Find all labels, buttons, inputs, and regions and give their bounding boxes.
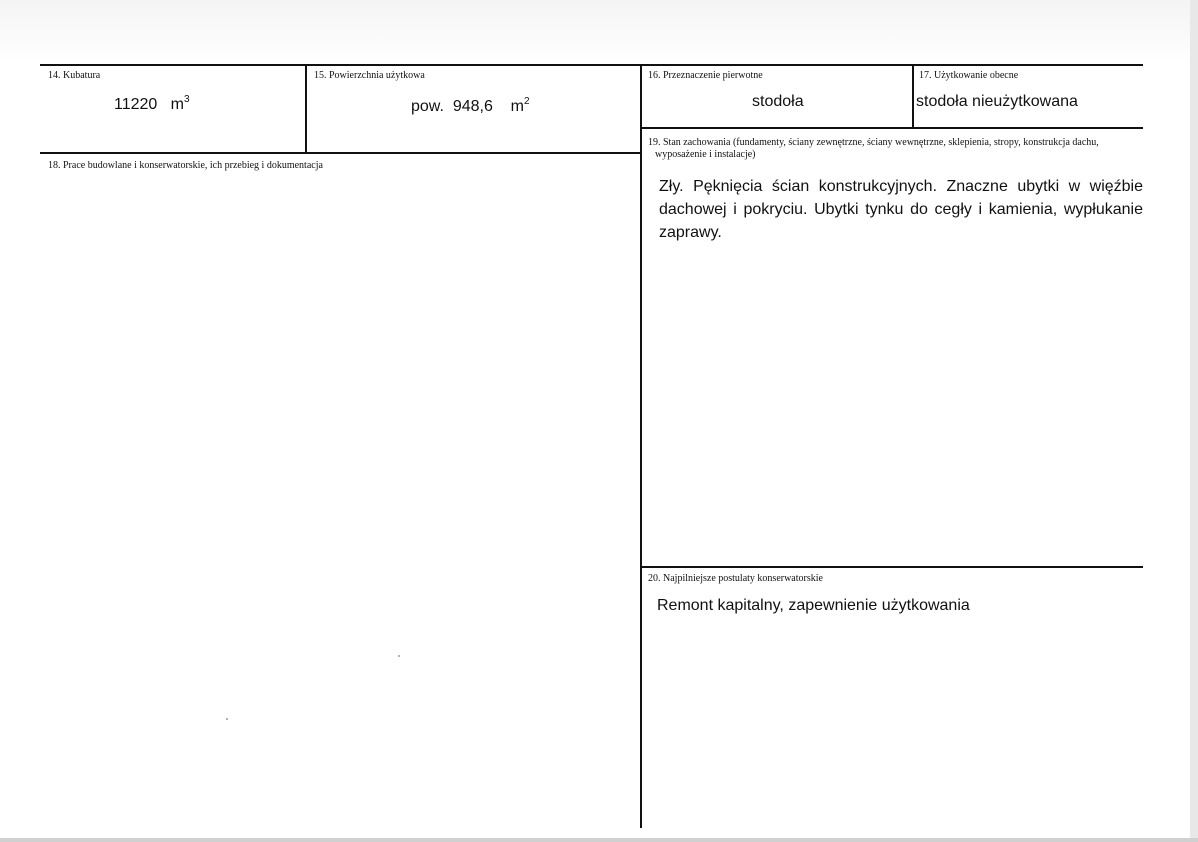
- divider-14-15: [305, 64, 307, 152]
- form-top-border: [40, 64, 1143, 66]
- scan-bottom-edge: [0, 838, 1198, 842]
- divider-19-20: [640, 566, 1143, 568]
- area-prefix: pow.: [411, 98, 444, 115]
- field-16-label: 16. Przeznaczenie pierwotne: [648, 70, 763, 81]
- scan-top-margin: [0, 0, 1198, 60]
- field-19-label-line1: 19. Stan zachowania (fundamenty, ściany zewnętrzne, ściany wewnętrzne, sklepienia, stropy, konstrukcja dachu,: [648, 137, 1099, 148]
- divider-top-left-row: [40, 152, 641, 154]
- field-16-value: stodoła: [752, 93, 804, 110]
- kubatura-number: 11220: [114, 96, 158, 113]
- field-19-label-line2: wyposażenie i instalacje): [655, 149, 756, 160]
- divider-center: [640, 64, 642, 828]
- field-15-value: [411, 92, 530, 117]
- kubatura-unit: m: [170, 96, 184, 113]
- field-18-label: 18. Prace budowlane i konserwatorskie, ich przebieg i dokumentacja: [48, 160, 323, 171]
- divider-top-right-row: [640, 127, 1143, 129]
- divider-16-17: [912, 64, 914, 128]
- field-20-label: 20. Najpilniejsze postulaty konserwatorskie: [648, 573, 823, 584]
- field-19-value: Zły. Pęknięcia ścian konstrukcyjnych. Znaczne ubytki w więźbie dachowej i pokryciu. Ubytki tynku do cegły i kamienia, wypłukanie zaprawy.: [659, 178, 1143, 241]
- scan-speck: [398, 655, 400, 657]
- scan-speck: [226, 718, 228, 720]
- kubatura-unit-exponent: 3: [183, 94, 190, 105]
- field-17-label: 17. Użytkowanie obecne: [919, 70, 1019, 81]
- field-14-value: [114, 90, 190, 115]
- scan-right-margin: [1190, 0, 1198, 842]
- field-17-value: stodoła nieużytkowana: [916, 93, 1078, 110]
- field-20-value: Remont kapitalny, zapewnienie użytkowania: [657, 597, 970, 614]
- field-14-label: 14. Kubatura: [48, 70, 101, 81]
- area-unit: m: [510, 98, 524, 115]
- field-18-value: [58, 180, 618, 800]
- area-number: 948,6: [452, 98, 493, 115]
- field-15-label: 15. Powierzchnia użytkowa: [314, 70, 425, 81]
- area-unit-exponent: 2: [523, 96, 530, 107]
